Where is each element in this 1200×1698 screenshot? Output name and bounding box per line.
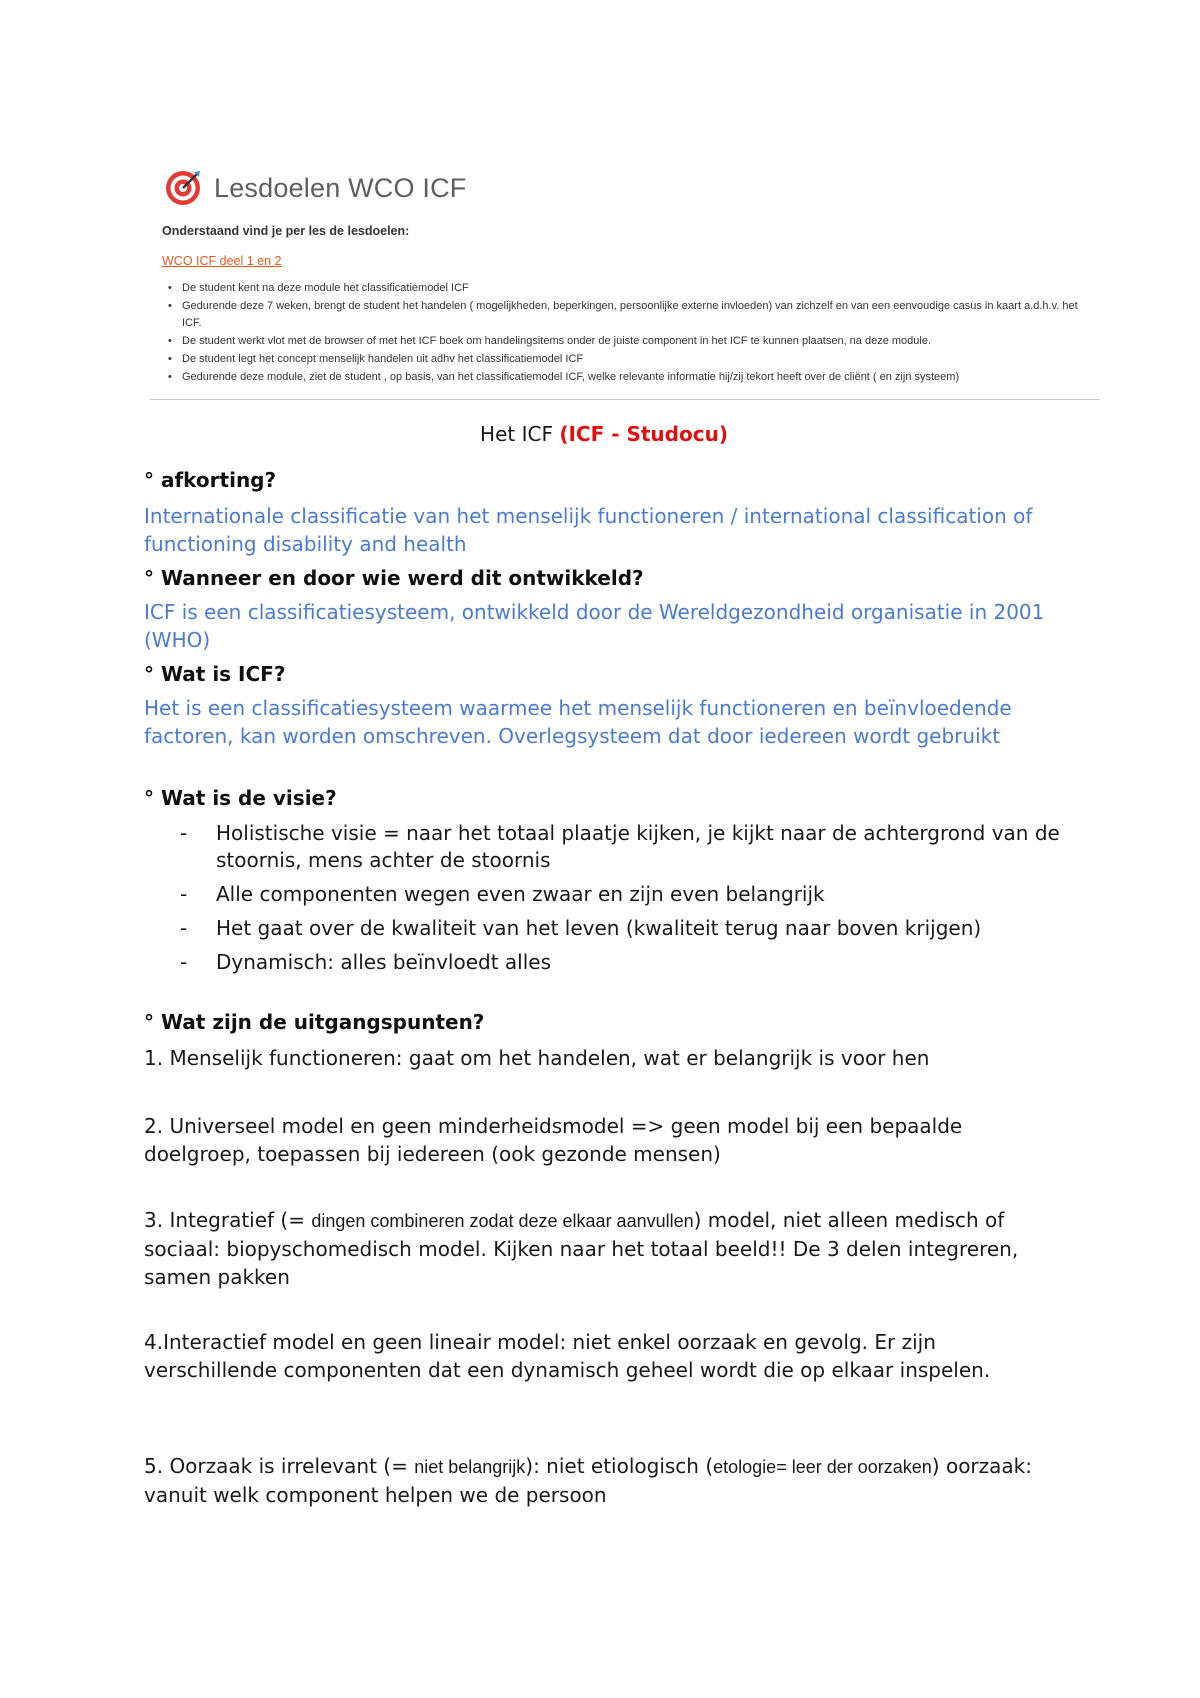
- question-ontwikkeld: ° Wanneer en door wie werd dit ontwikkeld?: [144, 566, 644, 590]
- list-item: [180, 881, 1060, 908]
- question-uitgangspunten: ° Wat zijn de uitgangspunten?: [144, 1010, 485, 1034]
- text-segment: ) oorzaak: vanuit welk component helpen we de persoon: [144, 1454, 1032, 1507]
- page-title: [144, 422, 1064, 446]
- divider: [150, 399, 1100, 400]
- question-wat-is-icf: ° Wat is ICF?: [144, 662, 286, 686]
- uitgangspunt-1: 1. Menselijk functioneren: gaat om het handelen, wat er belangrijk is voor hen: [144, 1046, 930, 1070]
- text-segment: 3. Integratief (=: [144, 1208, 312, 1232]
- text-segment: niet belangrijk: [414, 1457, 526, 1477]
- list-item: • De student kent na deze module het classificatiemodel ICF: [168, 280, 1098, 297]
- text-segment: ): niet etiologisch (: [525, 1454, 714, 1478]
- list-item-text: Alle componenten wegen even zwaar en zijn even belangrijk: [216, 882, 825, 906]
- list-item-text: Dynamisch: alles beïnvloedt alles: [216, 950, 551, 974]
- dash-marker: -: [180, 882, 188, 906]
- dash-marker: -: [180, 950, 188, 974]
- visie-list: [180, 820, 1060, 983]
- question-afkorting: ° afkorting?: [144, 468, 277, 492]
- answer-ontwikkeld: ICF is een classificatiesysteem, ontwikkeld door de Wereldgezondheid organisatie in 2001 (WHO): [144, 600, 1045, 652]
- text-segment: 5. Oorzaak is irrelevant (=: [144, 1454, 415, 1478]
- title-text: Het ICF: [480, 422, 560, 446]
- list-item: [180, 949, 1060, 976]
- list-item: • De student werkt vlot met de browser of met het ICF boek om handelingsitems onder de juiste component in het ICF te kunnen plaatsen, na deze module.: [168, 333, 1098, 350]
- question-visie: ° Wat is de visie?: [144, 786, 337, 810]
- lesdoelen-intro: Onderstaand vind je per les de lesdoelen:: [162, 224, 410, 238]
- dash-marker: -: [180, 821, 188, 845]
- uitgangspunt-3: [144, 1206, 1064, 1291]
- list-item: • Gedurende deze module, ziet de student , op basis, van het classificatiemodel ICF, welke relevante informatie hij/zij tekort heeft over de cliënt ( en zijn systeem): [168, 369, 1098, 386]
- title-reference: (ICF - Studocu): [559, 422, 728, 446]
- lesdoelen-title: Lesdoelen WCO ICF: [214, 172, 467, 203]
- dash-marker: -: [180, 916, 188, 940]
- lesdoelen-link[interactable]: WCO ICF deel 1 en 2: [162, 254, 282, 268]
- target-icon: [164, 169, 202, 207]
- lesdoelen-list: [168, 280, 1098, 387]
- list-item-text: Het gaat over de kwaliteit van het leven (kwaliteit terug naar boven krijgen): [216, 916, 982, 940]
- uitgangspunt-2: 2. Universeel model en geen minderheidsmodel => geen model bij een bepaalde doelgroep, toepassen bij iedereen (ook gezonde mensen): [144, 1114, 963, 1166]
- uitgangspunt-5: [144, 1452, 1064, 1509]
- text-segment: dingen combineren zodat deze elkaar aanvullen: [311, 1211, 694, 1231]
- list-item-text: Holistische visie = naar het totaal plaatje kijken, je kijkt naar de achtergrond van de stoornis, mens achter de stoornis: [216, 821, 1060, 872]
- list-item: • De student legt het concept menselijk handelen uit adhv het classificatiemodel ICF: [168, 351, 1098, 368]
- lesdoelen-screenshot: [150, 158, 1100, 403]
- uitgangspunt-4: 4.Interactief model en geen lineair model: niet enkel oorzaak en gevolg. Er zijn verschillende componenten dat een dynamisch geheel wordt die op elkaar inspelen.: [144, 1330, 991, 1382]
- answer-wat-is-icf: Het is een classificatiesysteem waarmee het menselijk functioneren en beïnvloedende factoren, kan worden omschreven. Overlegsysteem dat door iedereen wordt gebruikt: [144, 696, 1012, 748]
- text-segment: etologie= leer der oorzaken: [713, 1457, 932, 1477]
- text-segment: ) model, niet alleen medisch of sociaal: biopyschomedisch model. Kijken naar het totaal beeld!! De 3 delen integreren, samen pakken: [144, 1208, 1019, 1289]
- list-item: [180, 915, 1060, 942]
- list-item: [180, 820, 1060, 874]
- list-item: • Gedurende deze 7 weken, brengt de student het handelen ( mogelijkheden, beperkingen, persoonlijke externe invloeden) van zichzelf en van een eenvoudige casus in kaart a.d.h.v. het ICF.: [168, 298, 1098, 332]
- answer-afkorting: Internationale classificatie van het menselijk functioneren / international classification of functioning disability and health: [144, 504, 1033, 556]
- lesdoelen-header: [164, 168, 467, 208]
